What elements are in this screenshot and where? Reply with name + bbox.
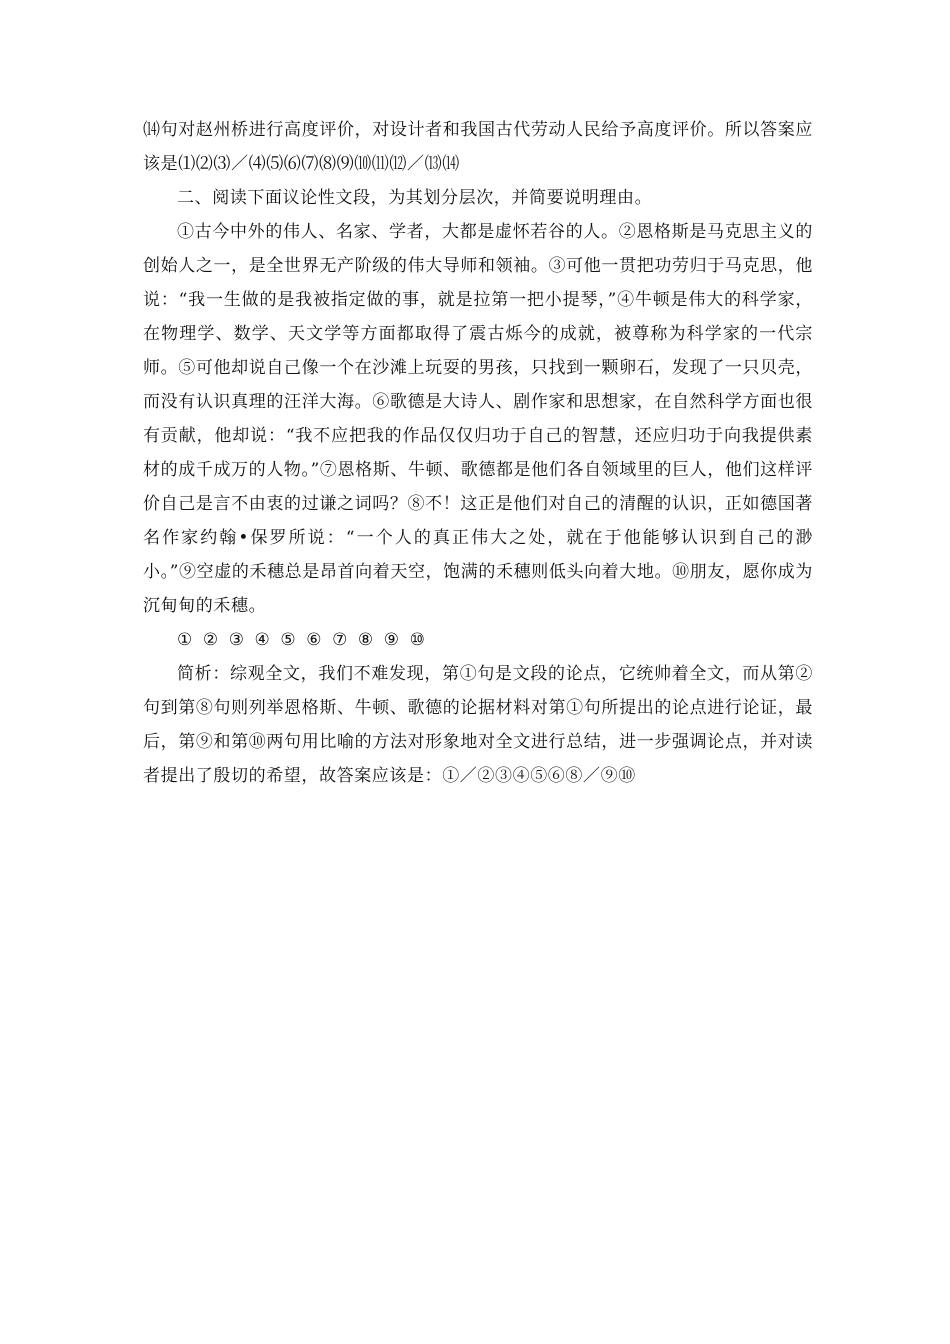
question-heading: 二、阅读下面议论性文段，为其划分层次，并简要说明理由。 <box>177 188 653 208</box>
answer-paragraph: ⒁句对赵州桥进行高度评价，对设计者和我国古代劳动人民给予高度评价。所以答案应该是⑴⑵⑶／⑷⑸⑹⑺⑻⑼⑽⑾⑿／⒀⒁ <box>143 120 813 174</box>
sentence-number-row: ① ② ③ ④ ⑤ ⑥ ⑦ ⑧ ⑨ ⑩ <box>177 630 426 650</box>
document-body <box>143 113 813 793</box>
analysis-paragraph: 简析：综观全文，我们不难发现，第①句是文段的论点，它统帅着全文，而从第②句到第⑧句则列举恩格斯、牛顿、歌德的论据材料对第①句所提出的论点进行论证，最后，第⑨和第⑩两句用比喻的方法对形象地对全文进行总结，进一步强调论点，并对读者提出了殷切的希望，故答案应该是：①／②③④⑤⑥⑧／⑨⑩ <box>143 664 813 786</box>
passage-paragraph: ①古今中外的伟人、名家、学者，大都是虚怀若谷的人。②恩格斯是马克思主义的创始人之一，是全世界无产阶级的伟大导师和领袖。③可他一贯把功劳归于马克思，他说：“我一生做的是我被指定做的事，就是拉第一把小提琴，”④牛顿是伟大的科学家，在物理学、数学、天文学等方面都取得了震古烁今的成就，被尊称为科学家的一代宗师。⑤可他却说自己像一个在沙滩上玩耍的男孩，只找到一颗卵石，发现了一只贝壳，而没有认识真理的汪洋大海。⑥歌德是大诗人、剧作家和思想家，在自然科学方面也很有贡献，他却说：“我不应把我的作品仅仅归功于自己的智慧，还应归功于向我提供素材的成千成万的人物。”⑦恩格斯、牛顿、歌德都是他们各自领域里的巨人，他们这样评价自己是言不由衷的过谦之词吗？⑧不！这正是他们对自己的清醒的认识，正如德国著名作家约翰•保罗所说：“一个人的真正伟大之处，就在于他能够认识到自己的渺小。”⑨空虚的禾穗总是昂首向着天空，饱满的禾穗则低头向着大地。⑩朋友，愿你成为沉甸甸的禾穗。 <box>143 222 813 616</box>
